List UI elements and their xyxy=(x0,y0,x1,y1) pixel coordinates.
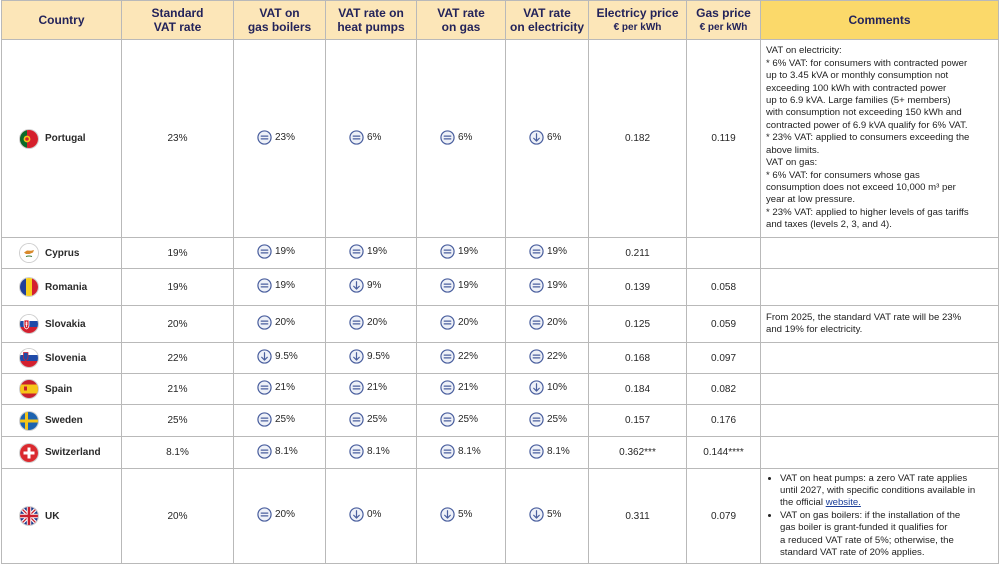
country-cell xyxy=(2,40,122,238)
equal-circle-icon xyxy=(529,244,544,259)
comment-cell xyxy=(761,405,999,437)
equal-circle-icon xyxy=(257,244,272,259)
header-electricity-price xyxy=(589,1,687,40)
header-gas-price-unit: € per kWh xyxy=(699,21,748,33)
standard-vat-cell: 22% xyxy=(122,343,234,374)
equal-circle-icon xyxy=(349,130,364,145)
vat-value: 8.1% xyxy=(367,445,390,457)
vat-gas-cell xyxy=(417,40,506,238)
gas-price-cell xyxy=(687,238,761,269)
gas-price-cell: 0.058 xyxy=(687,269,761,306)
comment-line: • VAT on heat pumps: a zero VAT rate applies xyxy=(780,472,968,484)
equal-circle-icon xyxy=(440,444,455,459)
comment-line: contracted power of 6.9 kVA qualify for 6% VAT. xyxy=(766,119,968,131)
gas-price-cell: 0.119 xyxy=(687,40,761,238)
vat-value: 19% xyxy=(275,246,296,257)
country-cell xyxy=(2,405,122,437)
table-row-portugal xyxy=(2,40,999,238)
equal-circle-icon xyxy=(440,412,455,427)
vat-value: 19% xyxy=(458,280,479,291)
vat-value: 20% xyxy=(275,509,296,520)
uk-flag-icon xyxy=(20,507,38,525)
comment-line: until 2027, with specific conditions available in xyxy=(780,484,976,496)
standard-vat-cell: 20% xyxy=(122,306,234,343)
vat-heat-pumps-cell xyxy=(326,40,417,238)
table-row-uk xyxy=(2,469,999,564)
standard-vat-cell: 20% xyxy=(122,469,234,564)
header-country: Country xyxy=(2,1,122,40)
vat-gas-cell xyxy=(417,306,506,343)
electricity-price-cell: 0.362*** xyxy=(589,437,687,469)
sweden-flag-icon xyxy=(20,412,38,430)
equal-circle-icon xyxy=(257,130,272,145)
electricity-price-cell: 0.182 xyxy=(589,40,687,238)
comment-line: above limits. xyxy=(766,144,820,156)
slovenia-flag-icon xyxy=(20,349,38,367)
vat-heat-pumps-cell xyxy=(326,405,417,437)
vat-electricity-cell xyxy=(506,469,589,564)
vat-heat-pumps-cell xyxy=(326,306,417,343)
comment-bullet xyxy=(780,473,993,510)
standard-vat-cell: 25% xyxy=(122,405,234,437)
vat-value: 19% xyxy=(547,280,568,291)
vat-value: 19% xyxy=(458,246,479,257)
equal-circle-icon xyxy=(257,444,272,459)
vat-value: 6% xyxy=(547,131,562,143)
vat-boilers-cell xyxy=(234,374,326,405)
comment-line: standard VAT rate of 20% applies. xyxy=(780,547,925,559)
vat-value: 25% xyxy=(547,413,568,425)
electricity-price-cell: 0.139 xyxy=(589,269,687,306)
equal-circle-icon xyxy=(529,278,544,293)
comment-line: and taxes (levels 2, 3, and 4). xyxy=(766,219,892,231)
header-gas-price-label: Gas price xyxy=(696,5,751,20)
comment-line: and 19% for electricity. xyxy=(766,324,863,335)
vat-value: 6% xyxy=(458,131,473,143)
comment-line: up to 6.9 kVA. Large families (5+ members) xyxy=(766,95,951,107)
header-vat-boilers: VAT on gas boilers xyxy=(234,1,326,40)
table-row-spain xyxy=(2,374,999,405)
equal-circle-icon xyxy=(440,349,455,364)
header-comments: Comments xyxy=(761,1,999,40)
country-cell xyxy=(2,469,122,564)
comment-line: * 23% VAT: applied to higher levels of gas tariffs xyxy=(766,206,969,218)
vat-heat-pumps-cell xyxy=(326,469,417,564)
comment-cell xyxy=(761,269,999,306)
spain-flag-icon xyxy=(20,380,38,398)
comment-line: year at low pressure. xyxy=(766,194,856,206)
comment-line: consumption does not exceed 10,000 m³ per xyxy=(766,181,956,193)
equal-circle-icon xyxy=(529,412,544,427)
vat-value: 5% xyxy=(547,509,562,520)
comment-bullet xyxy=(780,510,993,560)
vat-boilers-cell xyxy=(234,306,326,343)
equal-circle-icon xyxy=(529,444,544,459)
country-name: Slovakia xyxy=(45,318,86,330)
comment-cell xyxy=(761,306,999,343)
vat-heat-pumps-cell xyxy=(326,238,417,269)
vat-boilers-cell xyxy=(234,405,326,437)
header-standard-vat: Standard VAT rate xyxy=(122,1,234,40)
header-electricity-price-label: Electricy price xyxy=(596,5,679,20)
table-row-romania xyxy=(2,269,999,306)
vat-value: 20% xyxy=(547,317,568,328)
vat-value: 19% xyxy=(367,246,388,257)
vat-electricity-cell xyxy=(506,269,589,306)
equal-circle-icon xyxy=(257,380,272,395)
down-arrow-circle-icon xyxy=(349,278,364,293)
comment-line: * 6% VAT: for consumers whose gas xyxy=(766,169,920,181)
electricity-price-cell: 0.184 xyxy=(589,374,687,405)
country-name: Slovenia xyxy=(45,352,87,364)
comment-cell xyxy=(761,238,999,269)
standard-vat-cell: 19% xyxy=(122,269,234,306)
table-row-switzerland xyxy=(2,437,999,469)
vat-value: 8.1% xyxy=(458,445,481,457)
comment-line: VAT on electricity: xyxy=(766,45,842,57)
equal-circle-icon xyxy=(349,244,364,259)
slovakia-flag-icon xyxy=(20,315,38,333)
comment-line: up to 3.45 kVA or monthly consumption not xyxy=(766,70,949,82)
gas-price-cell: 0.079 xyxy=(687,469,761,564)
comment-line: VAT on gas: xyxy=(766,157,818,169)
country-name: Sweden xyxy=(45,415,83,426)
standard-vat-cell: 19% xyxy=(122,238,234,269)
equal-circle-icon xyxy=(257,315,272,330)
header-gas-price xyxy=(687,1,761,40)
equal-circle-icon xyxy=(349,380,364,395)
comment-cell xyxy=(761,437,999,469)
vat-value: 25% xyxy=(458,413,479,425)
vat-electricity-cell xyxy=(506,238,589,269)
vat-value: 9% xyxy=(367,280,382,291)
comment-cell xyxy=(761,469,999,564)
vat-value: 21% xyxy=(367,382,388,393)
comment-cell xyxy=(761,343,999,374)
vat-value: 19% xyxy=(547,246,568,257)
vat-value: 20% xyxy=(275,317,296,328)
vat-gas-cell xyxy=(417,437,506,469)
country-cell xyxy=(2,238,122,269)
comment-text: the official xyxy=(780,497,826,509)
vat-heat-pumps-cell xyxy=(326,374,417,405)
cyprus-flag-icon xyxy=(20,244,38,262)
header-electricity-price-unit: € per kWh xyxy=(613,21,662,33)
vat-value: 8.1% xyxy=(547,445,570,457)
comment-line: * 6% VAT: for consumers with contracted power xyxy=(766,57,968,69)
switzerland-flag-icon xyxy=(20,444,38,462)
vat-value: 0% xyxy=(367,509,382,520)
equal-circle-icon xyxy=(529,349,544,364)
country-cell xyxy=(2,343,122,374)
vat-value: 21% xyxy=(458,382,479,393)
standard-vat-cell: 21% xyxy=(122,374,234,405)
vat-table xyxy=(1,0,999,564)
gas-price-cell: 0.082 xyxy=(687,374,761,405)
vat-value: 5% xyxy=(458,509,473,520)
country-cell xyxy=(2,374,122,405)
vat-value: 22% xyxy=(458,351,479,362)
romania-flag-icon xyxy=(20,278,38,296)
equal-circle-icon xyxy=(257,507,272,522)
table-row-sweden xyxy=(2,405,999,437)
vat-value: 19% xyxy=(275,280,296,291)
vat-gas-cell xyxy=(417,469,506,564)
vat-boilers-cell xyxy=(234,238,326,269)
standard-vat-cell: 8.1% xyxy=(122,437,234,469)
equal-circle-icon xyxy=(349,444,364,459)
header-row xyxy=(2,1,999,40)
header-vat-heat-pumps: VAT rate on heat pumps xyxy=(326,1,417,40)
vat-value: 9.5% xyxy=(367,351,390,362)
vat-value: 20% xyxy=(458,317,479,328)
vat-electricity-cell xyxy=(506,437,589,469)
vat-boilers-cell xyxy=(234,437,326,469)
vat-electricity-cell xyxy=(506,374,589,405)
comment-line: a reduced VAT rate of 5%; otherwise, the xyxy=(780,534,954,546)
down-arrow-circle-icon xyxy=(349,507,364,522)
vat-boilers-cell xyxy=(234,269,326,306)
equal-circle-icon xyxy=(349,412,364,427)
table-row-cyprus xyxy=(2,238,999,269)
electricity-price-cell: 0.157 xyxy=(589,405,687,437)
vat-heat-pumps-cell xyxy=(326,269,417,306)
vat-value: 21% xyxy=(275,382,296,393)
country-name: Switzerland xyxy=(45,447,101,458)
vat-gas-cell xyxy=(417,343,506,374)
comment-cell xyxy=(761,40,999,238)
electricity-price-cell: 0.168 xyxy=(589,343,687,374)
country-cell xyxy=(2,306,122,343)
vat-value: 9.5% xyxy=(275,351,298,362)
website-link[interactable]: website. xyxy=(825,497,861,509)
vat-gas-cell xyxy=(417,269,506,306)
vat-value: 20% xyxy=(367,317,388,328)
vat-electricity-cell xyxy=(506,40,589,238)
equal-circle-icon xyxy=(440,130,455,145)
equal-circle-icon xyxy=(440,278,455,293)
vat-value: 23% xyxy=(275,131,296,143)
comment-line: • VAT on gas boilers: if the installation of the xyxy=(780,509,961,521)
country-name: UK xyxy=(45,510,60,522)
vat-value: 10% xyxy=(547,382,568,393)
down-arrow-circle-icon xyxy=(349,349,364,364)
equal-circle-icon xyxy=(257,412,272,427)
equal-circle-icon xyxy=(257,278,272,293)
down-arrow-circle-icon xyxy=(257,349,272,364)
country-name: Spain xyxy=(45,383,73,395)
comment-cell xyxy=(761,374,999,405)
equal-circle-icon xyxy=(440,244,455,259)
vat-gas-cell xyxy=(417,374,506,405)
vat-boilers-cell xyxy=(234,40,326,238)
down-arrow-circle-icon xyxy=(529,507,544,522)
equal-circle-icon xyxy=(349,315,364,330)
table-row-slovakia xyxy=(2,306,999,343)
vat-gas-cell xyxy=(417,405,506,437)
vat-value: 6% xyxy=(367,131,382,143)
electricity-price-cell: 0.311 xyxy=(589,469,687,564)
standard-vat-cell: 23% xyxy=(122,40,234,238)
vat-value: 22% xyxy=(547,351,568,362)
header-vat-gas: VAT rate on gas xyxy=(417,1,506,40)
vat-boilers-cell xyxy=(234,469,326,564)
equal-circle-icon xyxy=(440,315,455,330)
gas-price-cell: 0.059 xyxy=(687,306,761,343)
vat-gas-cell xyxy=(417,238,506,269)
comment-line: * 23% VAT: applied to consumers exceeding the xyxy=(766,132,970,144)
vat-electricity-cell xyxy=(506,343,589,374)
country-name: Cyprus xyxy=(45,247,80,259)
electricity-price-cell: 0.211 xyxy=(589,238,687,269)
vat-boilers-cell xyxy=(234,343,326,374)
country-cell xyxy=(2,437,122,469)
comment-bullet-list xyxy=(766,473,993,560)
equal-circle-icon xyxy=(440,380,455,395)
vat-electricity-cell xyxy=(506,405,589,437)
country-name: Portugal xyxy=(45,133,86,144)
vat-value: 25% xyxy=(275,413,296,425)
electricity-price-cell: 0.125 xyxy=(589,306,687,343)
vat-value: 8.1% xyxy=(275,445,298,457)
gas-price-cell: 0.097 xyxy=(687,343,761,374)
header-vat-electricity: VAT rate on electricity xyxy=(506,1,589,40)
gas-price-cell: 0.176 xyxy=(687,405,761,437)
equal-circle-icon xyxy=(529,315,544,330)
down-arrow-circle-icon xyxy=(529,380,544,395)
vat-heat-pumps-cell xyxy=(326,437,417,469)
comment-line: with consumption not exceeding 150 kWh and xyxy=(766,107,962,119)
down-arrow-circle-icon xyxy=(529,130,544,145)
comment-line: gas boiler is grant-funded it qualifies for xyxy=(780,522,948,534)
portugal-flag-icon xyxy=(20,130,38,148)
gas-price-cell: 0.144**** xyxy=(687,437,761,469)
table-row-slovenia xyxy=(2,343,999,374)
comment-line: exceeding 100 kWh with contracted power xyxy=(766,82,947,94)
comment-line xyxy=(780,497,993,509)
vat-heat-pumps-cell xyxy=(326,343,417,374)
vat-value: 25% xyxy=(367,413,388,425)
comment-line: From 2025, the standard VAT rate will be 23% xyxy=(766,311,962,323)
country-cell xyxy=(2,269,122,306)
down-arrow-circle-icon xyxy=(440,507,455,522)
country-name: Romania xyxy=(45,281,88,293)
vat-electricity-cell xyxy=(506,306,589,343)
